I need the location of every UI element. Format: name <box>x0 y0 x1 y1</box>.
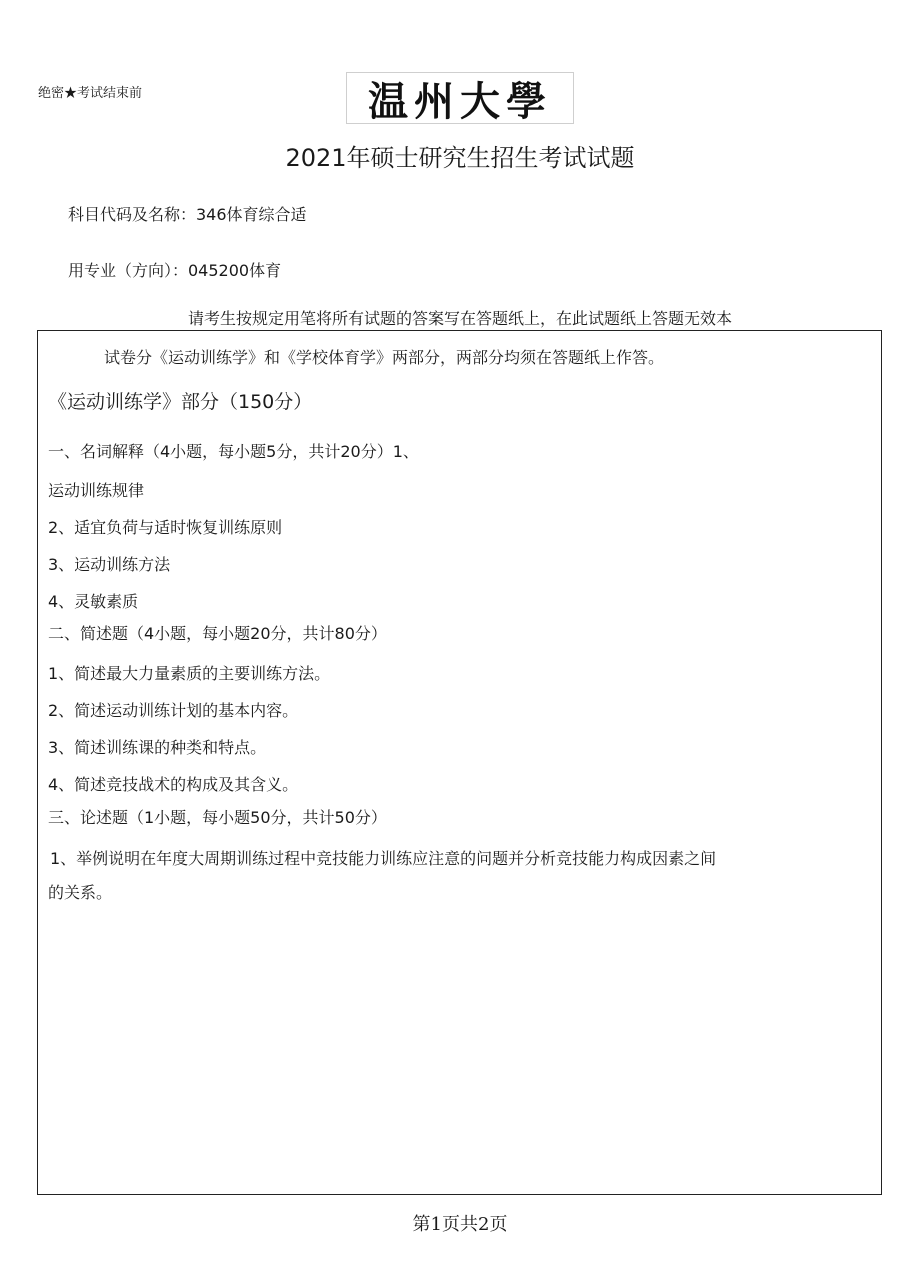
exam-intro: 试卷分《运动训练学》和《学校体育学》两部分，两部分均须在答题纸上作答。 <box>104 348 665 367</box>
part2-item: 3、简述训练课的种类和特点。 <box>48 738 267 757</box>
part2-item: 4、简述竞技战术的构成及其含义。 <box>48 775 299 794</box>
page-number: 第1页共2页 <box>412 1214 508 1235</box>
answer-notice: 请考生按规定用笔将所有试题的答案写在答题纸上，在此试题纸上答题无效本 <box>187 309 732 328</box>
part2-heading: 二、简述题（4小题，每小题20分，共计80分） <box>48 624 387 643</box>
exam-title: 2021年硕士研究生招生考试试题 <box>285 144 635 172</box>
part1-item: 4、灵敏素质 <box>48 592 139 611</box>
part3-heading: 三、论述题（1小题，每小题50分，共计50分） <box>48 808 387 827</box>
part2-item: 1、简述最大力量素质的主要训练方法。 <box>48 664 331 683</box>
confidential-label: 绝密★考试结束前 <box>38 86 143 101</box>
part2-item: 2、简述运动训练计划的基本内容。 <box>48 701 299 720</box>
part1-item: 运动训练规律 <box>48 481 145 500</box>
part1-item: 3、运动训练方法 <box>48 555 171 574</box>
section-title: 《运动训练学》部分（150分） <box>48 391 313 413</box>
part3-item-line1: 1、举例说明在年度大周期训练过程中竞技能力训练应注意的问题并分析竞技能力构成因素之间 <box>50 849 717 868</box>
major-line: 用专业（方向）：045200体育 <box>68 261 282 280</box>
university-logo: 温州大學 <box>346 72 574 124</box>
subject-line: 科目代码及名称：346体育综合适 <box>68 205 307 224</box>
part3-item-line2: 的关系。 <box>48 883 113 902</box>
part1-heading: 一、名词解释（4小题，每小题5分，共计20分）1、 <box>48 442 419 461</box>
question-box <box>37 330 882 1195</box>
part1-item: 2、适宜负荷与适时恢复训练原则 <box>48 518 283 537</box>
